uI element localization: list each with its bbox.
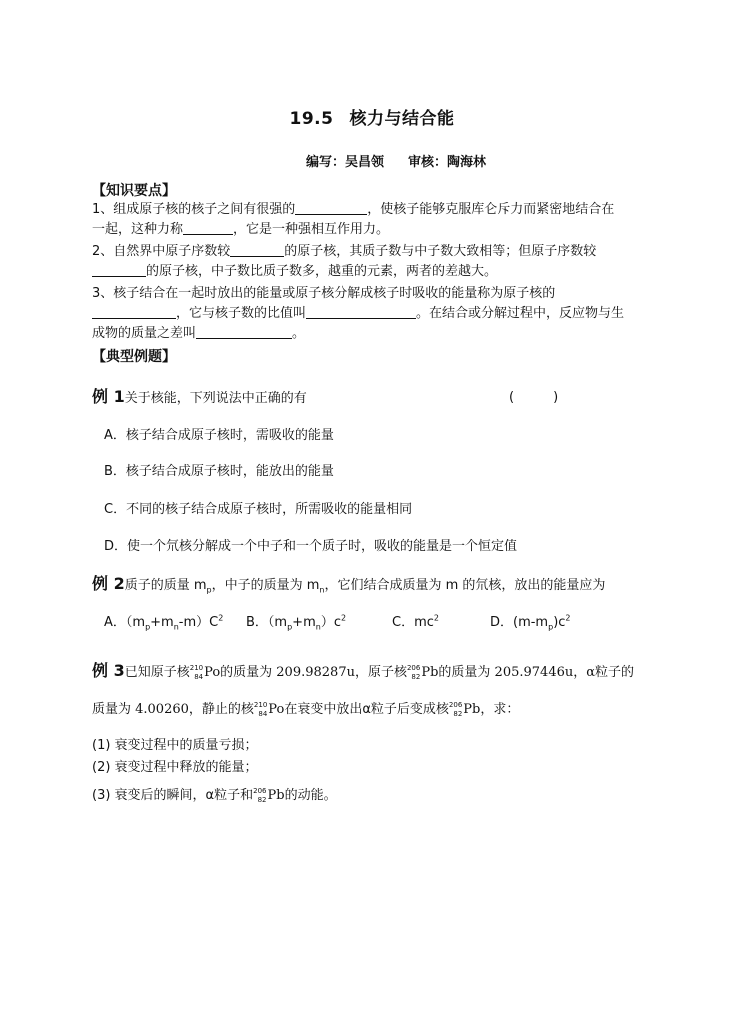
knowledge-point-3-line-1: 3、核子结合在一起时放出的能量或原子核分解成核子时吸收的能量称为原子核的 — [92, 286, 556, 301]
polonium-nuclide: 210 84 Po — [189, 663, 221, 681]
fill-blank[interactable] — [230, 242, 284, 257]
fill-blank[interactable] — [183, 220, 233, 235]
example-label: 例 3 — [92, 661, 125, 680]
editor-credit: 编写：吴昌领 — [306, 155, 385, 170]
fill-blank[interactable] — [92, 262, 146, 277]
knowledge-point-2-line-2: 的原子核，中子数比质子数多，越重的元素，两者的差越大。 — [92, 262, 497, 282]
example-1-option-a: A．核子结合成原子核时，需吸收的能量 — [104, 428, 334, 443]
example-2-option-c: C．$mc^2$ — [392, 613, 439, 630]
example-label: 例 1 — [92, 387, 125, 406]
polonium-nuclide: 210 84 Po — [253, 700, 285, 718]
example-1-option-c: C．不同的核子结合成原子核时，所需吸收的能量相同 — [104, 502, 413, 517]
fill-blank[interactable] — [92, 304, 176, 319]
example-1-option-b: B．核子结合成原子核时，能放出的能量 — [104, 464, 334, 479]
fill-blank[interactable] — [196, 324, 292, 339]
knowledge-point-3-line-2: ，它与核子数的比值叫 。在结合或分解过程中，反应物与生 — [92, 304, 624, 324]
title-text: 核力与结合能 — [349, 109, 455, 129]
lead-nuclide: 206 82 Pb — [406, 663, 439, 681]
example-2-question: 例 2质子的质量 $m_p$，中子的质量为 $m_n$，它们结合成质量为 m 的氘核，放出的能量应为 — [92, 574, 606, 595]
example-3-line-1: 例 3已知原子核 210 84 Po 的质量为 209.98287u，原子核 206 82 Pb 的质量为 205.97446u，α粒子的 — [92, 661, 635, 681]
fill-blank[interactable] — [295, 200, 367, 215]
knowledge-heading: 【知识要点】 — [92, 183, 176, 199]
fill-blank[interactable] — [306, 304, 416, 319]
knowledge-point-1-line-1: 1、组成原子核的核子之间有很强的 ，使核子能够克服库仑斥力而紧密地结合在 — [92, 202, 615, 217]
examples-heading: 【典型例题】 — [92, 349, 176, 365]
example-2-option-a: A．$(m_p+m_n-m)C^2$ — [104, 613, 224, 632]
example-3-subquestion-1: (1) 衰变过程中的质量亏损； — [92, 738, 258, 753]
example-1-option-d: D．使一个氘核分解成一个中子和一个质子时，吸收的能量是一个恒定值 — [104, 539, 518, 554]
lead-nuclide: 206 82 Pb — [253, 786, 285, 804]
author-line — [306, 151, 486, 170]
example-2-option-b: B．$(m_p+m_n)c^2$ — [246, 613, 347, 632]
page-title — [0, 104, 744, 129]
example-3-line-2: 质量为 4.00260，静止的核 210 84 Po 在衰变中放出α粒子后变成核 206 82 Pb ，求： — [92, 700, 520, 718]
reviewer-credit: 审核：陶海林 — [408, 155, 487, 170]
knowledge-point-2-line-1: 2、自然界中原子序数较 的原子核，其质子数与中子数大致相等；但原子序数较 — [92, 244, 597, 259]
example-label: 例 2 — [92, 574, 125, 593]
section-number: 19.5 — [289, 109, 334, 129]
example-2-option-d: D．$(m-m_p)c^2$ — [490, 613, 571, 632]
answer-parentheses: ( ) — [509, 390, 559, 405]
lead-nuclide: 206 82 Pb — [448, 700, 481, 718]
example-3-subquestion-2: (2) 衰变过程中释放的能量； — [92, 760, 258, 775]
example-3-subquestion-3: (3) 衰变后的瞬间，α粒子和 206 82 Pb 的动能。 — [92, 786, 337, 804]
knowledge-point-1-line-2: 一起，这种力称 ，它是一种强相互作用力。 — [92, 222, 390, 237]
knowledge-point-3-line-3: 成物的质量之差叫 。 — [92, 326, 306, 341]
example-1-question: 例 1关于核能，下列说法中正确的有 — [92, 387, 307, 406]
